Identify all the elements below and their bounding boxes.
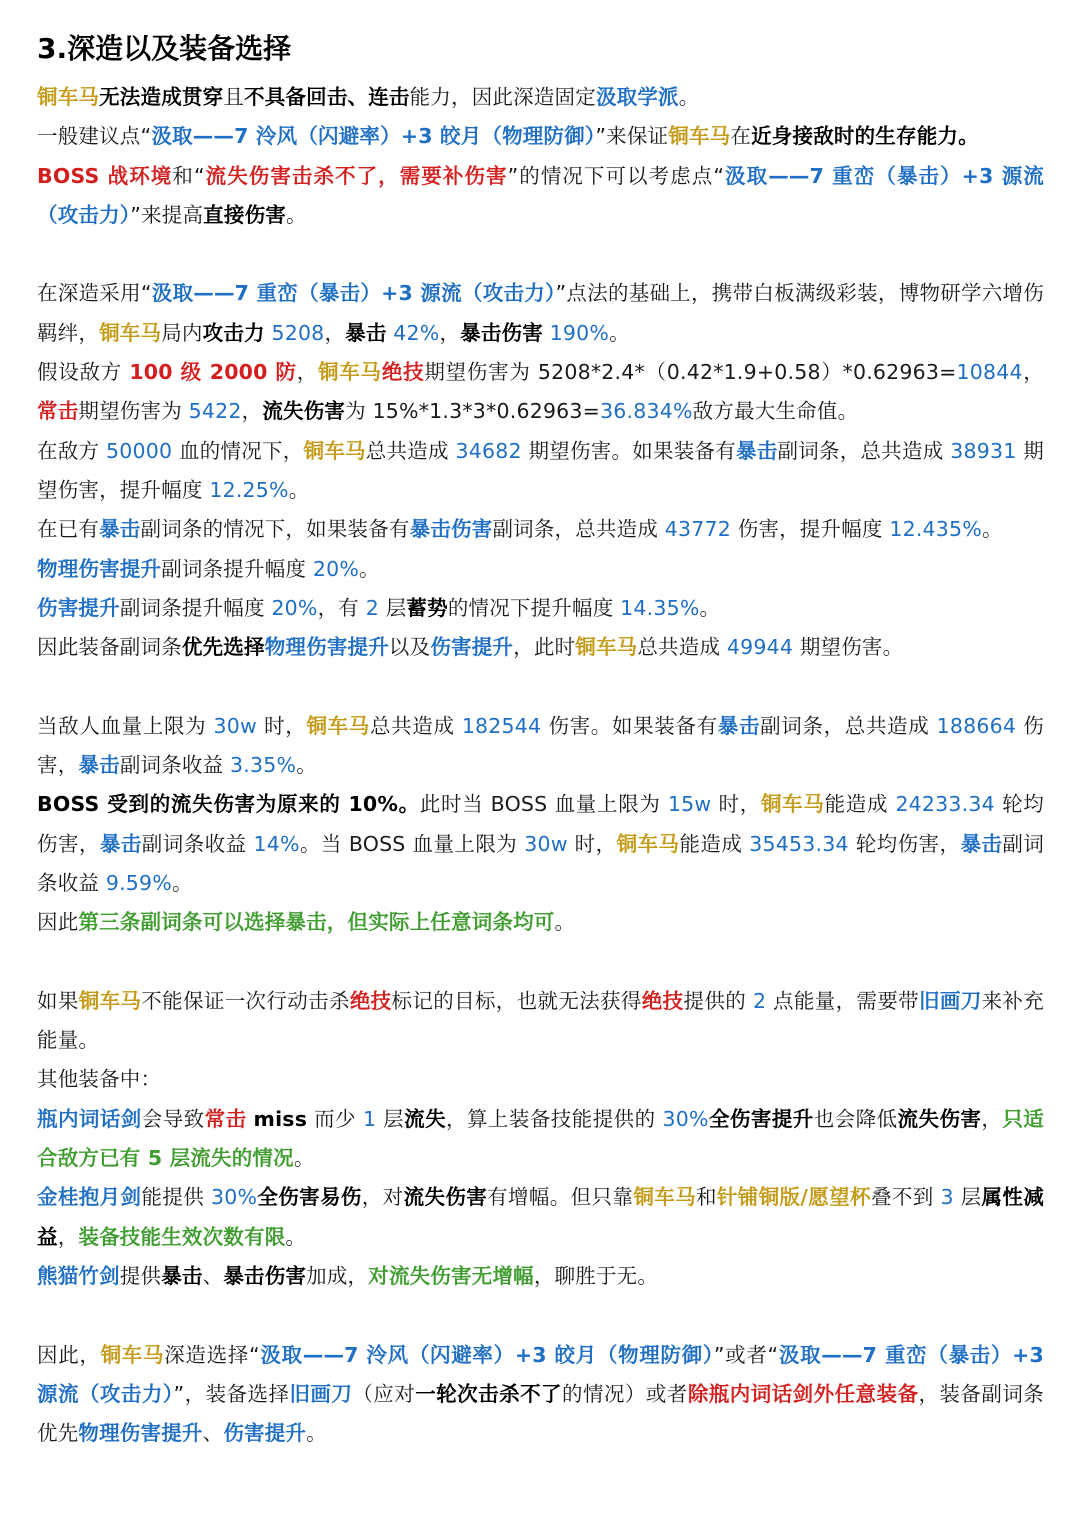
text-run: 暴击 xyxy=(736,438,778,463)
text-run: ”点法的基础上，携带白板满级彩装，博物研学六增伤羁绊， xyxy=(37,281,1045,345)
text-run: 汲取——7 泠风（闪避率）+3 皎月（物理防御） xyxy=(259,1342,714,1367)
text-run: 铜车马 xyxy=(37,85,100,109)
text-run: 期望伤害。 xyxy=(793,635,904,660)
text-run: 提供的 xyxy=(683,988,753,1013)
text-run: 且 xyxy=(223,85,245,109)
text-run: 血的情况下， xyxy=(172,438,304,463)
text-run: 副词条，总共造成 xyxy=(760,713,937,738)
text-run: ， xyxy=(57,1224,79,1249)
text-run: 34682 xyxy=(455,438,522,463)
text-run: 铜车马 xyxy=(306,713,370,738)
text-run: 。 xyxy=(554,910,576,935)
text-run: 暴击 xyxy=(717,713,761,738)
text-run: 。 xyxy=(293,1146,315,1171)
text-run: ”或者“ xyxy=(713,1342,779,1367)
text-run: 。 xyxy=(699,595,721,620)
text-run: 铜车马 xyxy=(100,1342,165,1367)
text-run: 20% xyxy=(312,556,359,581)
text-run: 标记的目标，也就无法获得 xyxy=(391,988,642,1013)
text-run: 时， xyxy=(256,713,307,738)
text-run: 182544 xyxy=(461,713,542,738)
text-run: 因此， xyxy=(37,1342,101,1367)
text-run: 42% xyxy=(393,320,440,345)
text-run: 在深造采用“ xyxy=(37,281,152,306)
text-run: 能造成 xyxy=(679,831,750,856)
paragraph xyxy=(37,274,1044,353)
text-run: 在已有 xyxy=(37,517,100,542)
text-run: 副词条提升幅度 xyxy=(161,556,313,581)
text-run: 12.25% xyxy=(209,477,289,502)
text-run: 2 xyxy=(365,595,379,620)
text-run: 常击 xyxy=(37,399,79,424)
text-run: 、 xyxy=(202,1263,224,1288)
text-run: ， xyxy=(324,320,346,345)
paragraph xyxy=(37,550,1044,589)
text-run: 暴击 xyxy=(161,1263,203,1288)
text-run: 加成， xyxy=(306,1263,369,1288)
text-run: 一般建议点“ xyxy=(37,124,152,149)
text-run: 38931 xyxy=(950,438,1017,463)
text-run: 假设敌方 xyxy=(37,360,130,385)
text-run: 49944 xyxy=(726,635,794,660)
text-run: 全伤害易伤 xyxy=(257,1185,362,1210)
text-run: ， xyxy=(296,360,319,385)
text-run: 暴击伤害 xyxy=(460,320,543,345)
text-run: 50000 xyxy=(106,438,173,463)
text-run: 总共造成 xyxy=(637,635,727,660)
text-run: 3.35% xyxy=(230,753,297,778)
text-run: （应对 xyxy=(352,1381,416,1406)
text-run: 流失 xyxy=(404,1106,447,1131)
text-run: 在 xyxy=(730,124,752,149)
paragraph xyxy=(37,628,1044,667)
text-run: 2 xyxy=(752,988,767,1013)
text-run: 铜车马 xyxy=(760,792,825,817)
text-run: 期望伤害。如果装备有 xyxy=(521,438,736,463)
text-run: 因此 xyxy=(37,910,79,935)
text-run: 。 xyxy=(306,1421,327,1446)
text-run: 铜车马 xyxy=(318,360,382,385)
text-run: 汲取——7 重峦（暴击）+3 源流（攻击力） xyxy=(151,281,556,306)
text-run: ，装备副词条优先 xyxy=(37,1381,1045,1446)
text-run: 绝技 xyxy=(641,988,684,1013)
text-run: 伤害提升 xyxy=(430,635,514,660)
text-run: 30w xyxy=(524,831,568,856)
text-run: 期望伤害，提升幅度 xyxy=(37,438,1044,502)
text-run: 针铺铜版/愿望杯 xyxy=(716,1185,871,1210)
text-run: 能提供 xyxy=(141,1185,211,1210)
paragraph xyxy=(37,1060,1044,1099)
text-run: 。 xyxy=(288,477,310,502)
text-run: 汲取——7 重峦（暴击）+3 源流（攻击力） xyxy=(37,1342,1045,1406)
text-run: 提供 xyxy=(119,1263,162,1288)
text-run: 铜车马 xyxy=(575,635,638,660)
text-run: 物理伤害提升 xyxy=(78,1421,203,1446)
text-run: 12.435% xyxy=(889,517,982,542)
text-run: 局内 xyxy=(161,320,203,345)
text-run: 旧画刀 xyxy=(919,988,982,1013)
text-run: 30% xyxy=(211,1185,258,1210)
text-run: 的情况下提升幅度 xyxy=(447,595,621,620)
text-run: 对流失伤害无增幅 xyxy=(368,1263,534,1288)
text-run: ，此时 xyxy=(513,635,576,660)
text-run: 15w xyxy=(667,792,712,817)
text-run: BOSS 战环境 xyxy=(37,163,173,188)
text-run: 铜车马 xyxy=(633,1185,696,1210)
text-run: 近身接敌时的生存能力。 xyxy=(751,124,979,149)
paragraph xyxy=(37,707,1044,786)
text-run: 此时当 BOSS 血量上限为 xyxy=(419,792,668,817)
text-run: 不具备回击、连击 xyxy=(244,85,410,109)
text-run: 汲取——7 泠风（闪避率）+3 皎月（物理防御） xyxy=(151,124,596,149)
text-run: 、 xyxy=(202,1421,224,1446)
text-run: ， xyxy=(439,320,461,345)
text-run: 副词条收益 xyxy=(119,753,231,778)
text-run: 流失伤害 xyxy=(897,1106,982,1131)
paragraph xyxy=(37,157,1044,236)
paragraph xyxy=(37,589,1044,628)
text-run: 10844 xyxy=(956,360,1023,385)
paragraph xyxy=(37,982,1044,1061)
text-run: 能造成 xyxy=(824,792,896,817)
section-title: 3.深造以及装备选择 xyxy=(37,32,292,65)
text-run: 物理伤害提升 xyxy=(264,635,389,660)
text-run: ， xyxy=(241,399,263,424)
text-run: 以及 xyxy=(388,635,431,660)
text-run: 。 xyxy=(678,85,700,109)
text-run: 总共造成 xyxy=(369,713,462,738)
text-run: 14.35% xyxy=(620,595,700,620)
text-run: 瓶内词话剑 xyxy=(37,1106,142,1131)
paragraph xyxy=(37,353,1044,432)
text-run: 3 xyxy=(940,1185,954,1210)
text-run: 除瓶内词话剑外任意装备 xyxy=(687,1381,919,1406)
paragraph xyxy=(37,510,1044,549)
text-run: 无法造成贯穿 xyxy=(99,85,224,109)
text-run: 30% xyxy=(662,1106,709,1131)
text-run: 只适合敌方已有 5 层流失的情况 xyxy=(37,1106,1044,1171)
text-run: 轮均伤害， xyxy=(848,831,961,856)
text-run: miss xyxy=(253,1106,308,1131)
text-run: BOSS 受到的流失伤害为原来的 10%。 xyxy=(37,792,420,817)
text-run: 24233.34 xyxy=(895,792,995,817)
text-run: 36.834% xyxy=(600,399,693,424)
text-run: ，有 xyxy=(317,595,366,620)
text-run: 金桂抱月剑 xyxy=(37,1185,142,1210)
text-run: 旧画刀 xyxy=(289,1381,353,1406)
text-run: ，聊胜于无。 xyxy=(533,1263,659,1288)
text-run: 副词条收益 xyxy=(141,831,254,856)
paragraph xyxy=(37,432,1044,511)
text-run: 点能量，需要带 xyxy=(766,988,920,1013)
text-run: 伤害提升 xyxy=(223,1421,307,1446)
text-run: 30w xyxy=(213,713,257,738)
text-run: 层 xyxy=(376,1106,405,1131)
text-run: 5208 xyxy=(271,320,325,345)
text-run: 当敌人血量上限为 xyxy=(37,713,214,738)
text-run: 伤害， xyxy=(37,713,1044,778)
text-run: 叠不到 xyxy=(870,1185,941,1210)
text-run: 蓄势 xyxy=(406,595,448,620)
text-run: 攻击力 xyxy=(202,320,265,345)
text-run: 直接伤害 xyxy=(203,202,286,227)
text-run: ”的情况下可以考虑点“ xyxy=(507,163,725,188)
text-run: ”来保证 xyxy=(595,124,669,149)
text-run: 43772 xyxy=(664,517,731,542)
text-run: 暴击 xyxy=(345,320,387,345)
text-run: 伤害提升 xyxy=(37,595,120,620)
text-run: 暴击 xyxy=(78,753,120,778)
text-run: 。 xyxy=(296,753,317,778)
text-run: 不能保证一次行动击杀 xyxy=(141,988,350,1013)
text-run: 副词条，总共造成 xyxy=(777,438,951,463)
text-run: 。 xyxy=(359,556,380,581)
text-run: 优先选择 xyxy=(181,635,265,660)
text-run: 100 级 2000 防 xyxy=(129,360,297,385)
text-run: 暴击伤害 xyxy=(409,517,493,542)
paragraph xyxy=(37,903,1044,942)
text-run: 能力，因此深造固定 xyxy=(409,85,596,109)
text-run: 188664 xyxy=(936,713,1017,738)
text-run: 深造选择“ xyxy=(164,1342,260,1367)
text-run: 时， xyxy=(711,792,761,817)
text-run: 。当 BOSS 血量上限为 xyxy=(299,831,525,856)
text-run: 绝技 xyxy=(381,360,425,385)
text-run: 流失伤害 xyxy=(403,1185,488,1210)
text-run: 时， xyxy=(567,831,617,856)
text-run: 如果 xyxy=(37,988,79,1013)
text-run: 为 15%*1.3*3*0.62963= xyxy=(345,399,601,424)
paragraph xyxy=(37,1257,1044,1296)
text-run: 层 xyxy=(378,595,407,620)
text-run: 汲取学派 xyxy=(595,85,679,109)
text-run: 暴击 xyxy=(960,831,1003,856)
text-run: 副词条，总共造成 xyxy=(492,517,665,542)
text-run: 流失伤害 xyxy=(262,399,346,424)
paragraph xyxy=(37,78,1044,117)
text-run: 熊猫竹剑 xyxy=(37,1263,120,1288)
text-run: 来补充能量。 xyxy=(37,988,1045,1053)
text-run: 第三条副词条可以选择暴击，但实际上任意词条均可 xyxy=(78,910,555,935)
text-run: 的情况）或者 xyxy=(562,1381,688,1406)
text-run: 物理伤害提升 xyxy=(37,556,162,581)
text-run: 和 xyxy=(695,1185,717,1210)
text-run: 铜车马 xyxy=(303,438,366,463)
paragraph-spacer xyxy=(37,235,1044,274)
text-run: 铜车马 xyxy=(99,320,162,345)
text-run: 在敌方 xyxy=(37,438,107,463)
text-run: 敌方最大生命值。 xyxy=(692,399,859,424)
text-run: 而少 xyxy=(307,1106,363,1131)
text-run: ，对 xyxy=(361,1185,404,1210)
paragraph xyxy=(37,117,1044,156)
text-run: 有增幅。但只靠 xyxy=(487,1185,634,1210)
text-run: ”，装备选择 xyxy=(173,1381,290,1406)
text-run: 9.59% xyxy=(105,870,172,895)
paragraph xyxy=(37,785,1044,903)
text-run: 副词条收益 xyxy=(37,831,1045,895)
text-run: 暴击 xyxy=(99,517,141,542)
text-run: 因此装备副词条 xyxy=(37,635,182,660)
text-run: 伤害，提升幅度 xyxy=(730,517,890,542)
paragraph xyxy=(37,1336,1044,1454)
text-run: 轮均伤害， xyxy=(37,792,1044,856)
text-run: 总共造成 xyxy=(365,438,456,463)
text-run: 和“ xyxy=(172,163,205,188)
text-run: 5422 xyxy=(188,399,242,424)
text-run: 层 xyxy=(953,1185,982,1210)
text-run: 。 xyxy=(285,202,307,227)
paragraph-spacer xyxy=(37,943,1044,982)
text-run: 。 xyxy=(285,1224,307,1249)
text-run: 20% xyxy=(271,595,318,620)
text-run: 伤害。如果装备有 xyxy=(541,713,718,738)
text-run: 铜车马 xyxy=(668,124,731,149)
text-run: ”来提高 xyxy=(130,202,204,227)
text-run: 绝技 xyxy=(349,988,392,1013)
text-run: 暴击 xyxy=(99,831,142,856)
text-run: 会导致 xyxy=(141,1106,205,1131)
text-run: 属性减益 xyxy=(37,1185,1045,1249)
text-run: 铜车马 xyxy=(616,831,680,856)
paragraph xyxy=(37,1100,1044,1179)
text-run: ， xyxy=(981,1106,1003,1131)
text-run: 常击 xyxy=(204,1106,247,1131)
text-run: 。 xyxy=(171,870,193,895)
paragraph xyxy=(37,1178,1044,1257)
text-run xyxy=(543,321,550,345)
text-run: ， xyxy=(1022,360,1044,385)
text-run: 副词条提升幅度 xyxy=(119,595,272,620)
text-run: 1 xyxy=(362,1106,377,1131)
text-run: 其他装备中： xyxy=(37,1067,162,1092)
text-run: ，算上装备技能提供的 xyxy=(446,1106,663,1131)
document-body xyxy=(37,78,1044,1453)
text-run: 35453.34 xyxy=(749,831,849,856)
text-run: 汲取——7 重峦（暴击）+3 源流（攻击力） xyxy=(37,163,1044,227)
text-run: 14% xyxy=(253,831,300,856)
text-run: 期望伤害为 5208*2.4*（0.42*1.9+0.58）*0.62963= xyxy=(424,360,957,385)
text-run: 装备技能生效次数有限 xyxy=(78,1224,286,1249)
text-run: 铜车马 xyxy=(78,988,142,1013)
text-run: 流失伤害击杀不了，需要补伤害 xyxy=(204,163,508,188)
text-run: 全伤害提升 xyxy=(708,1106,814,1131)
paragraph-spacer xyxy=(37,1296,1044,1335)
text-run: 。 xyxy=(981,517,1003,542)
text-run xyxy=(247,1107,254,1131)
text-run: 暴击伤害 xyxy=(223,1263,307,1288)
text-run: 。 xyxy=(609,320,630,345)
text-run: 一轮次击杀不了 xyxy=(415,1381,563,1406)
text-run: 副词条的情况下，如果装备有 xyxy=(140,517,410,542)
text-run: 也会降低 xyxy=(813,1106,898,1131)
text-run: 190% xyxy=(549,320,610,345)
paragraph-spacer xyxy=(37,667,1044,706)
text-run: 期望伤害为 xyxy=(78,399,189,424)
